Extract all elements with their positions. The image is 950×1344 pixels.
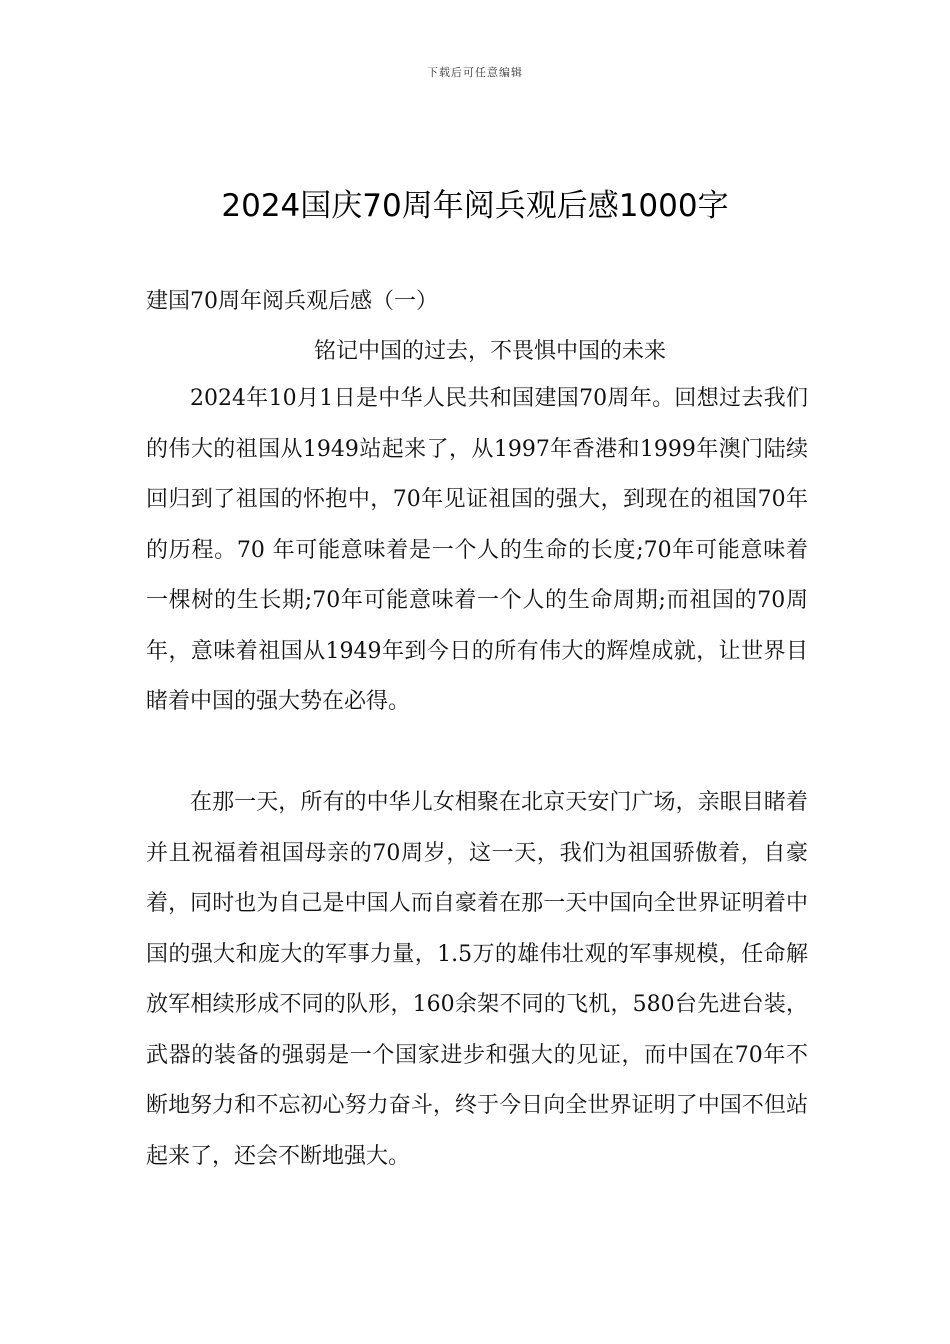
document-title: 2024国庆70周年阅兵观后感1000字: [221, 188, 729, 224]
header-note: 下载后可任意编辑: [427, 66, 523, 79]
essay-subtitle: 铭记中国的过去，不畏惧中国的未来: [313, 339, 666, 364]
section-heading: 建国70周年阅兵观后感（一）: [146, 289, 438, 314]
paragraph-1: 2024年10月1日是中华人民共和国建国70周年。回想过去我们的伟大的祖国从1949站起来了，从1997年香港和1999年澳门陆续回归到了祖国的怀抱中，70年见证祖国的强大，到现在的祖国70年的历程。70 年可能意味着是一个人的生命的长度;70年可能意味着一棵树的生长期;70年可能意味着一个人的生命周期;而祖国的70周年，意味着祖国从1949年到今日的所有伟大的辉煌成就，让世界目睹着中国的强大势在必得。: [146, 386, 808, 714]
paragraph-2: 在那一天，所有的中华儿女相聚在北京天安门广场，亲眼目睹着并且祝福着祖国母亲的70周岁，这一天，我们为祖国骄傲着，自豪着，同时也为自己是中国人而自豪着在那一天中国向全世界证明着中国的强大和庞大的军事力量，1.5万的雄伟壮观的军事规模，任命解放军相续形成不同的队形，160余架不同的飞机，580台先进台装，武器的装备的强弱是一个国家进步和强大的见证，而中国在70年不断地努力和不忘初心努力奋斗，终于今日向全世界证明了中国不但站起来了，还会不断地强大。: [146, 790, 808, 1169]
